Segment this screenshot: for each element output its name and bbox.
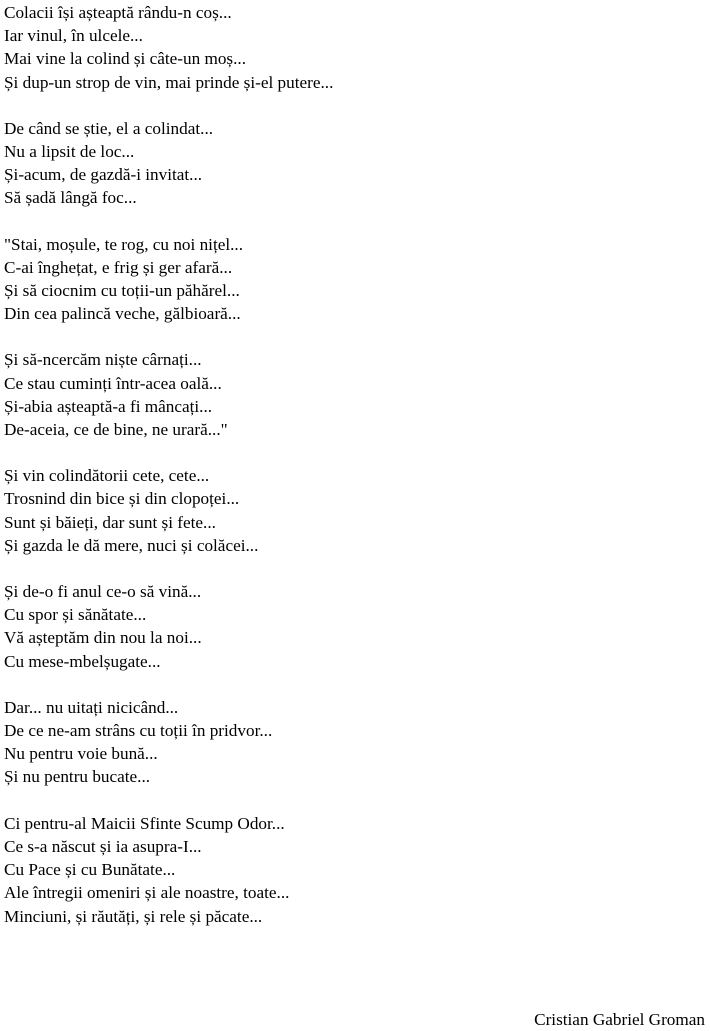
poem-line: Vă așteptăm din nou la noi... [4, 628, 202, 648]
poem-line: Să șadă lângă foc... [4, 188, 137, 208]
poem-line: Și gazda le dă mere, nuci și colăcei... [4, 535, 259, 555]
poem-line: Minciuni, și răutăți, și rele și păcate... [4, 906, 263, 926]
poem-stanza [4, 696, 704, 789]
poem-line: Și-abia așteaptă-a fi mâncați... [4, 396, 213, 416]
poem-line: Mai vine la colind și câte-un moș... [4, 49, 247, 69]
poem-stanza [4, 580, 704, 673]
poem-line: Și vin colindătorii cete, cete... [4, 466, 210, 486]
poem-line: Ce s-a născut și ia asupra-I... [4, 836, 202, 856]
author-signature: Cristian Gabriel Groman [534, 1010, 705, 1029]
poem-line: Și nu pentru bucate... [4, 767, 151, 787]
poem-stanza [4, 348, 704, 441]
poem-line: Cu Pace și cu Bunătate... [4, 860, 176, 880]
poem-stanza [4, 812, 704, 928]
poem-stanza [4, 464, 704, 557]
poem-line: "Stai, moșule, te rog, cu noi nițel... [4, 234, 244, 254]
poem-line: Ce stau cuminți într-acea oală... [4, 373, 222, 393]
poem-stanza [4, 233, 704, 326]
poem-line: C-ai înghețat, e frig și ger afară... [4, 257, 233, 277]
poem-line: Nu a lipsit de loc... [4, 142, 135, 162]
poem-line: Cu spor și sănătate... [4, 605, 147, 625]
poem-line: Trosnind din bice și din clopoței... [4, 489, 240, 509]
poem-line: Ale întregii omeniri și ale noastre, toate... [4, 883, 290, 903]
poem-line: Și să-ncercăm niște cârnați... [4, 350, 202, 370]
poem [4, 1, 704, 951]
poem-line: De-aceia, ce de bine, ne urară..." [4, 420, 228, 440]
poem-line: De ce ne-am strâns cu toții în pridvor... [4, 721, 273, 741]
poem-line: Și de-o fi anul ce-o să vină... [4, 582, 202, 602]
poem-line: Colacii își așteaptă rându-n coș... [4, 3, 232, 22]
poem-line: Și dup-un strop de vin, mai prinde și-el putere... [4, 72, 334, 92]
poem-line: Și-acum, de gazdă-i invitat... [4, 165, 203, 185]
poem-line: Din cea palincă veche, gălbioară... [4, 304, 241, 324]
poem-line: Cu mese-mbelșugate... [4, 651, 161, 671]
poem-line: De când se știe, el a colindat... [4, 118, 214, 138]
poem-line: Dar... nu uitați nicicând... [4, 697, 179, 717]
poem-line: Nu pentru voie bună... [4, 744, 158, 764]
poem-line: Ci pentru-al Maicii Sfinte Scump Odor... [4, 813, 285, 833]
poem-line: Sunt și băieți, dar sunt și fete... [4, 512, 216, 532]
poem-line: Și să ciocnim cu toții-un păhărel... [4, 281, 240, 301]
poem-stanza [4, 1, 704, 94]
poem-stanza [4, 117, 704, 210]
poem-line: Iar vinul, în ulcele... [4, 26, 143, 46]
